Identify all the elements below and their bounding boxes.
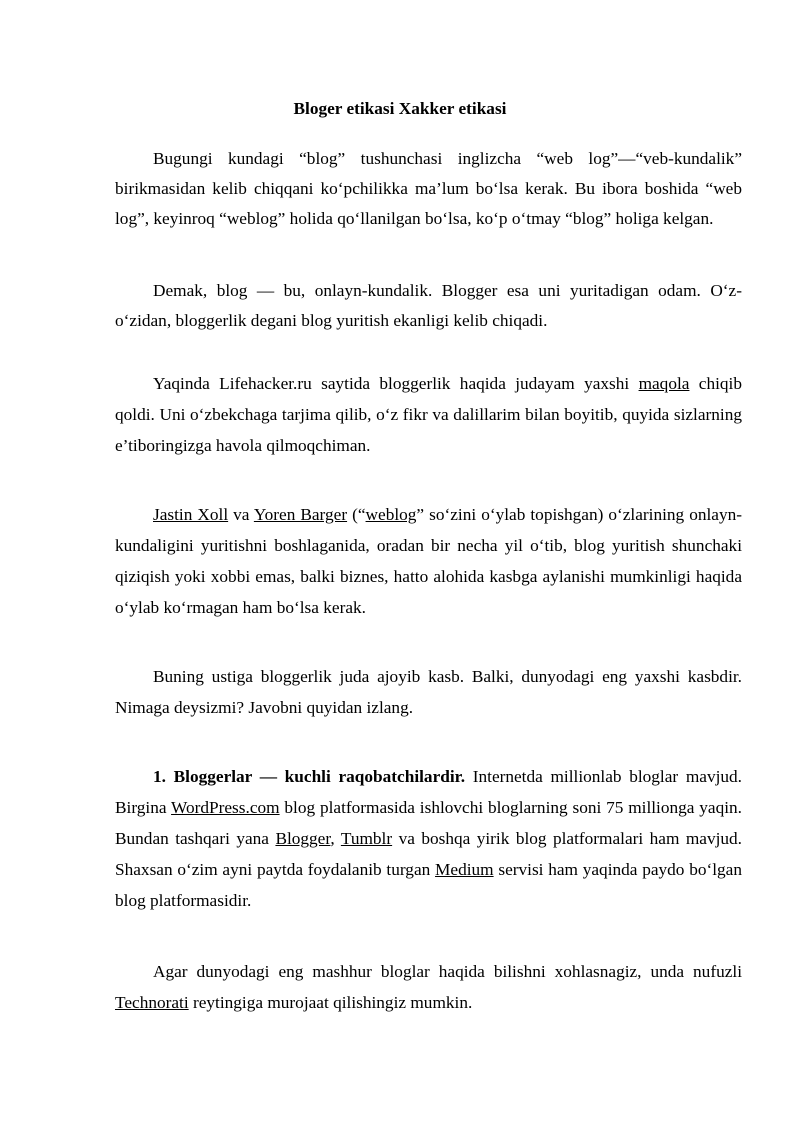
text-segment: reytingiga murojaat qilishingiz mumkin. xyxy=(188,993,473,1012)
maqola-link[interactable]: maqola xyxy=(638,374,690,393)
wordpress-link[interactable]: WordPress.com xyxy=(171,798,280,817)
text-segment: chiqib qoldi. Uni o‘zbekchaga tarjima qilib, o‘z fikr va dalillarim bilan boyitib, quyida sizlarning e’tiboringizga havola qilmoqchiman. xyxy=(115,374,742,455)
text-segment: Internetda millionlab bloglar mavjud. Birgina xyxy=(115,767,742,817)
paragraph-blog-definition: Demak, blog — bu, onlayn-kundalik. Blogger esa uni yuritadigan odam. O‘z-o‘zidan, bloggerlik degani blog yuritish ekanligi kelib chiqadi. xyxy=(115,281,742,330)
paragraph-blog-term: Bugungi kundagi “blog” tushunchasi inglizcha “web log”—“veb-kundalik” birikmasidan kelib chiqqani ko‘pchilikka ma’lum bo‘lsa kerak. Bu ibora boshida “web log”, keyinroq “weblog” holida qo‘llanilgan bo‘lsa, ko‘p o‘tmay “blog” holiga kelgan. xyxy=(115,149,742,228)
yoren-barger-link[interactable]: Yoren Barger xyxy=(253,505,348,524)
text-segment: Yaqinda Lifehacker.ru saytida bloggerlik haqida judayam yaxshi xyxy=(153,374,639,393)
text-segment: , xyxy=(330,829,341,848)
blogger-link[interactable]: Blogger xyxy=(275,829,331,848)
paragraph-technorati xyxy=(115,956,742,1018)
jastin-xoll-link[interactable]: Jastin Xoll xyxy=(153,505,229,524)
section-heading: 1. Bloggerlar — kuchli raqobatchilardir. xyxy=(153,767,466,786)
paragraph-competitors xyxy=(115,761,742,916)
paragraph-founders xyxy=(115,499,742,623)
tumblr-link[interactable]: Tumblr xyxy=(340,829,393,848)
text-segment: (“ xyxy=(347,505,366,524)
text-segment: ” so‘zini o‘ylab topishgan) o‘zlarining onlayn-kundaligini yuritishni boshlaganida, oradan bir necha yil o‘tib, blog yuritish shunchaki qiziqish yoki xobbi emas, balki biznes, hatto alohida kasbga aylanishi mumkinligi haqida o‘ylab ko‘rmagan ham bo‘lsa kerak. xyxy=(115,505,743,617)
paragraph-lifehacker xyxy=(115,368,742,461)
text-segment: va boshqa yirik blog platformalari ham mavjud. Shaxsan o‘zim ayni paytda foydalanib turgan xyxy=(115,829,742,879)
weblog-link[interactable]: weblog xyxy=(365,505,417,524)
technorati-link[interactable]: Technorati xyxy=(115,993,189,1012)
document-title: Bloger etikasi Xakker etikasi xyxy=(293,99,507,118)
text-segment: va xyxy=(228,505,254,524)
text-segment: servisi ham yaqinda paydo bo‘lgan blog platformasidir. xyxy=(115,860,742,910)
text-segment: Agar dunyodagi eng mashhur bloglar haqida bilishni xohlasnagiz, unda nufuzli xyxy=(153,962,742,981)
paragraph-best-profession: Buning ustiga bloggerlik juda ajoyib kasb. Balki, dunyodagi eng yaxshi kasbdir. Nimaga deysizmi? Javobni quyidan izlang. xyxy=(115,667,742,717)
text-segment: blog platformasida ishlovchi bloglarning soni 75 millionga yaqin. Bundan tashqari yana xyxy=(115,798,742,848)
medium-link[interactable]: Medium xyxy=(435,860,494,879)
